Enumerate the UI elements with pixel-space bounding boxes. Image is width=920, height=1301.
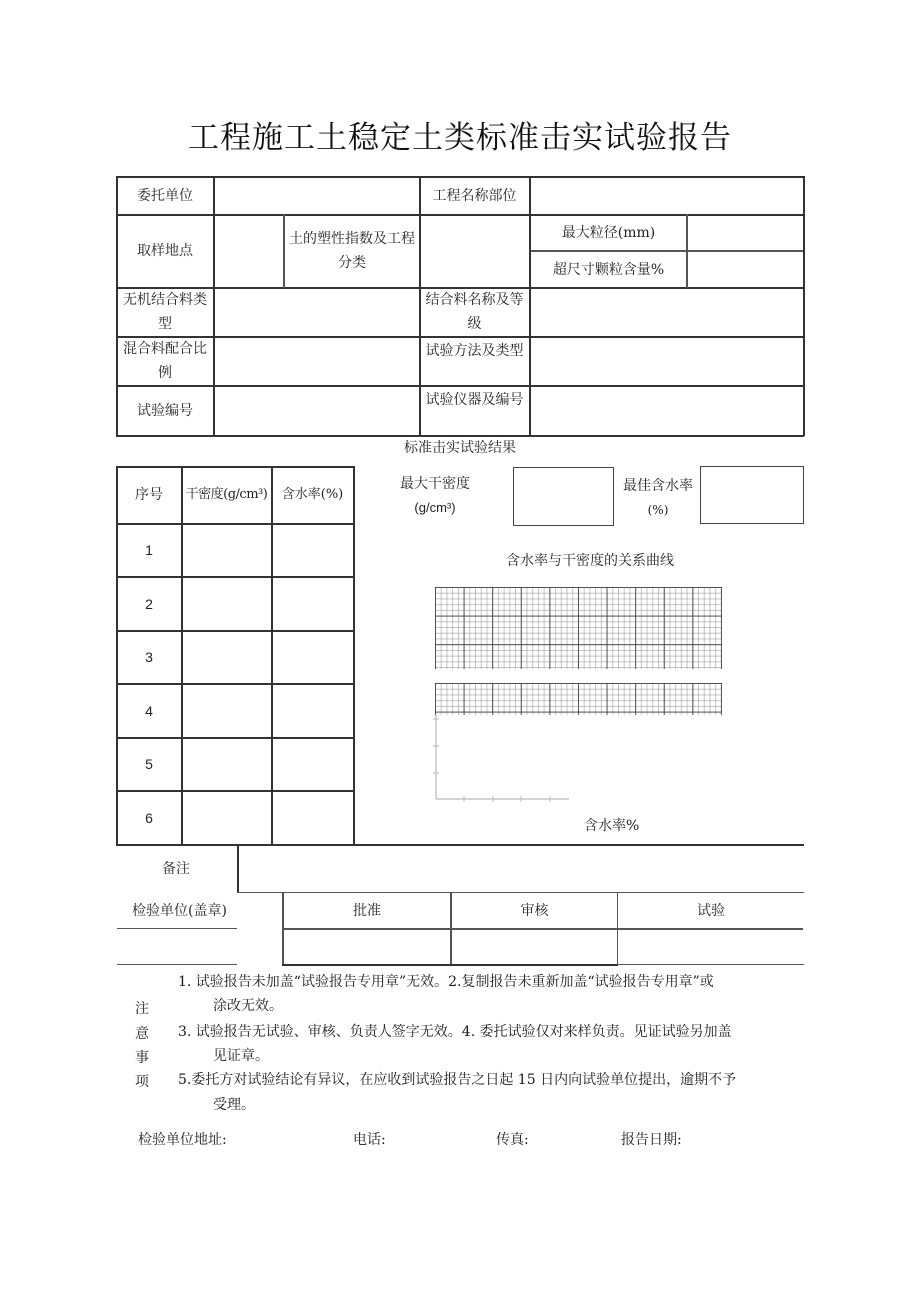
binder-type-field[interactable] [215,288,419,336]
table-row-no: 5 [145,756,153,772]
notes-heading-char: 项 [135,1074,149,1090]
approve-label: 批准 [353,903,381,919]
max-particle-label: 最大粒径(mm) [561,224,656,241]
max-particle-field[interactable] [688,215,803,250]
remarks-field[interactable] [239,846,803,891]
test-label: 试验 [697,903,725,919]
test-no-label: 试验编号 [137,402,193,419]
dry-density-cell[interactable] [183,791,271,844]
moisture-cell[interactable] [273,631,353,683]
mix-ratio-field[interactable] [215,337,419,385]
note-item-1: 1. 试验报告未加盖“试验报告专用章”无效。2.复制报告未重新加盖“试验报告专用章”或 [178,974,714,990]
notes-heading-char: 意 [135,1026,149,1042]
dry-density-cell[interactable] [183,684,271,737]
moisture-cell[interactable] [273,524,353,576]
notes-heading-char: 事 [135,1050,149,1066]
project-label: 工程名称部位 [432,187,517,204]
optimum-moisture-label: 最佳含水率 (%) [623,478,693,517]
graph-paper-upper [435,587,722,669]
moisture-cell[interactable] [273,738,353,790]
table-row-no: 4 [145,702,153,719]
optimum-moisture-field[interactable] [700,466,804,524]
max-dry-density-field[interactable] [513,467,614,526]
review-label: 审核 [520,903,549,919]
plasticity-field[interactable] [421,215,529,287]
note-item-3: 5.委托方对试验结论有异议，在应收到试验报告之日起 15 日内向试验单位提出，逾期不予 [178,1072,737,1088]
moisture-cell[interactable] [273,791,353,844]
test-method-label: 试验方法及类型 [425,343,524,359]
notes-heading-char: 注 [135,1001,149,1017]
inspection-unit-stamp-field[interactable] [117,930,237,964]
dry-density-cell[interactable] [183,577,271,630]
test-signature-field[interactable] [619,930,803,964]
binder-type-label: 无机结合料类型 [123,292,207,332]
binder-name-label: 结合料名称及等级 [425,292,524,332]
oversize-label: 超尺寸颗粒含量% [552,261,665,278]
table-row-no: 6 [145,809,153,826]
dry-density-cell[interactable] [183,524,271,576]
note-item-3-cont: 受理。 [213,1097,255,1113]
approve-signature-field[interactable] [284,930,450,964]
chart-axis [433,715,583,805]
client-field[interactable] [215,177,419,214]
table-row-no: 2 [145,595,153,612]
table-row-no: 1 [145,542,153,558]
curve-title: 含水率与干密度的关系曲线 [506,553,674,569]
oversize-field[interactable] [688,252,803,287]
table-row-no: 3 [145,649,153,665]
remarks-label: 备注 [162,861,190,877]
inspection-unit-label: 检验单位(盖章) [132,903,227,919]
instrument-label: 试验仪器及编号 [425,392,524,408]
project-field[interactable] [531,177,803,214]
footer-date-label: 报告日期: [621,1132,682,1148]
header-dry-density: 干密度(g/cm³) [185,487,268,502]
note-item-2-cont: 见证章。 [213,1048,269,1064]
moisture-cell[interactable] [273,577,353,630]
footer-address-label: 检验单位地址: [138,1132,227,1148]
mix-ratio-label: 混合料配合比例 [123,341,207,381]
plasticity-label: 土的塑性指数及工程分类 [289,231,415,271]
page-title: 工程施工土稳定土类标准击实试验报告 [188,120,732,156]
dry-density-cell[interactable] [183,738,271,790]
dry-density-cell[interactable] [183,631,271,683]
note-item-1-cont: 涂改无效。 [213,998,283,1014]
footer-fax-label: 传真: [496,1132,529,1148]
sampling-location-field[interactable] [215,215,283,287]
header-no: 序号 [135,487,163,503]
binder-name-field[interactable] [531,288,803,336]
graph-paper-lower [435,683,722,715]
note-item-2: 3. 试验报告无试验、审核、负责人签字无效。4. 委托试验仅对来样负责。见证试验另加盖 [178,1024,732,1040]
instrument-field[interactable] [531,386,803,435]
test-no-field[interactable] [215,386,419,435]
max-dry-density-label: 最大干密度 (g/cm³) [400,476,470,515]
header-moisture: 含水率(%) [281,487,344,502]
test-method-field[interactable] [531,337,803,385]
sampling-location-label: 取样地点 [137,243,193,259]
review-signature-field[interactable] [452,930,617,964]
moisture-cell[interactable] [273,684,353,737]
client-label: 委托单位 [137,187,193,204]
curve-x-label: 含水率% [584,818,640,834]
results-section-title: 标准击实试验结果 [404,440,516,456]
footer-phone-label: 电话: [353,1132,386,1148]
